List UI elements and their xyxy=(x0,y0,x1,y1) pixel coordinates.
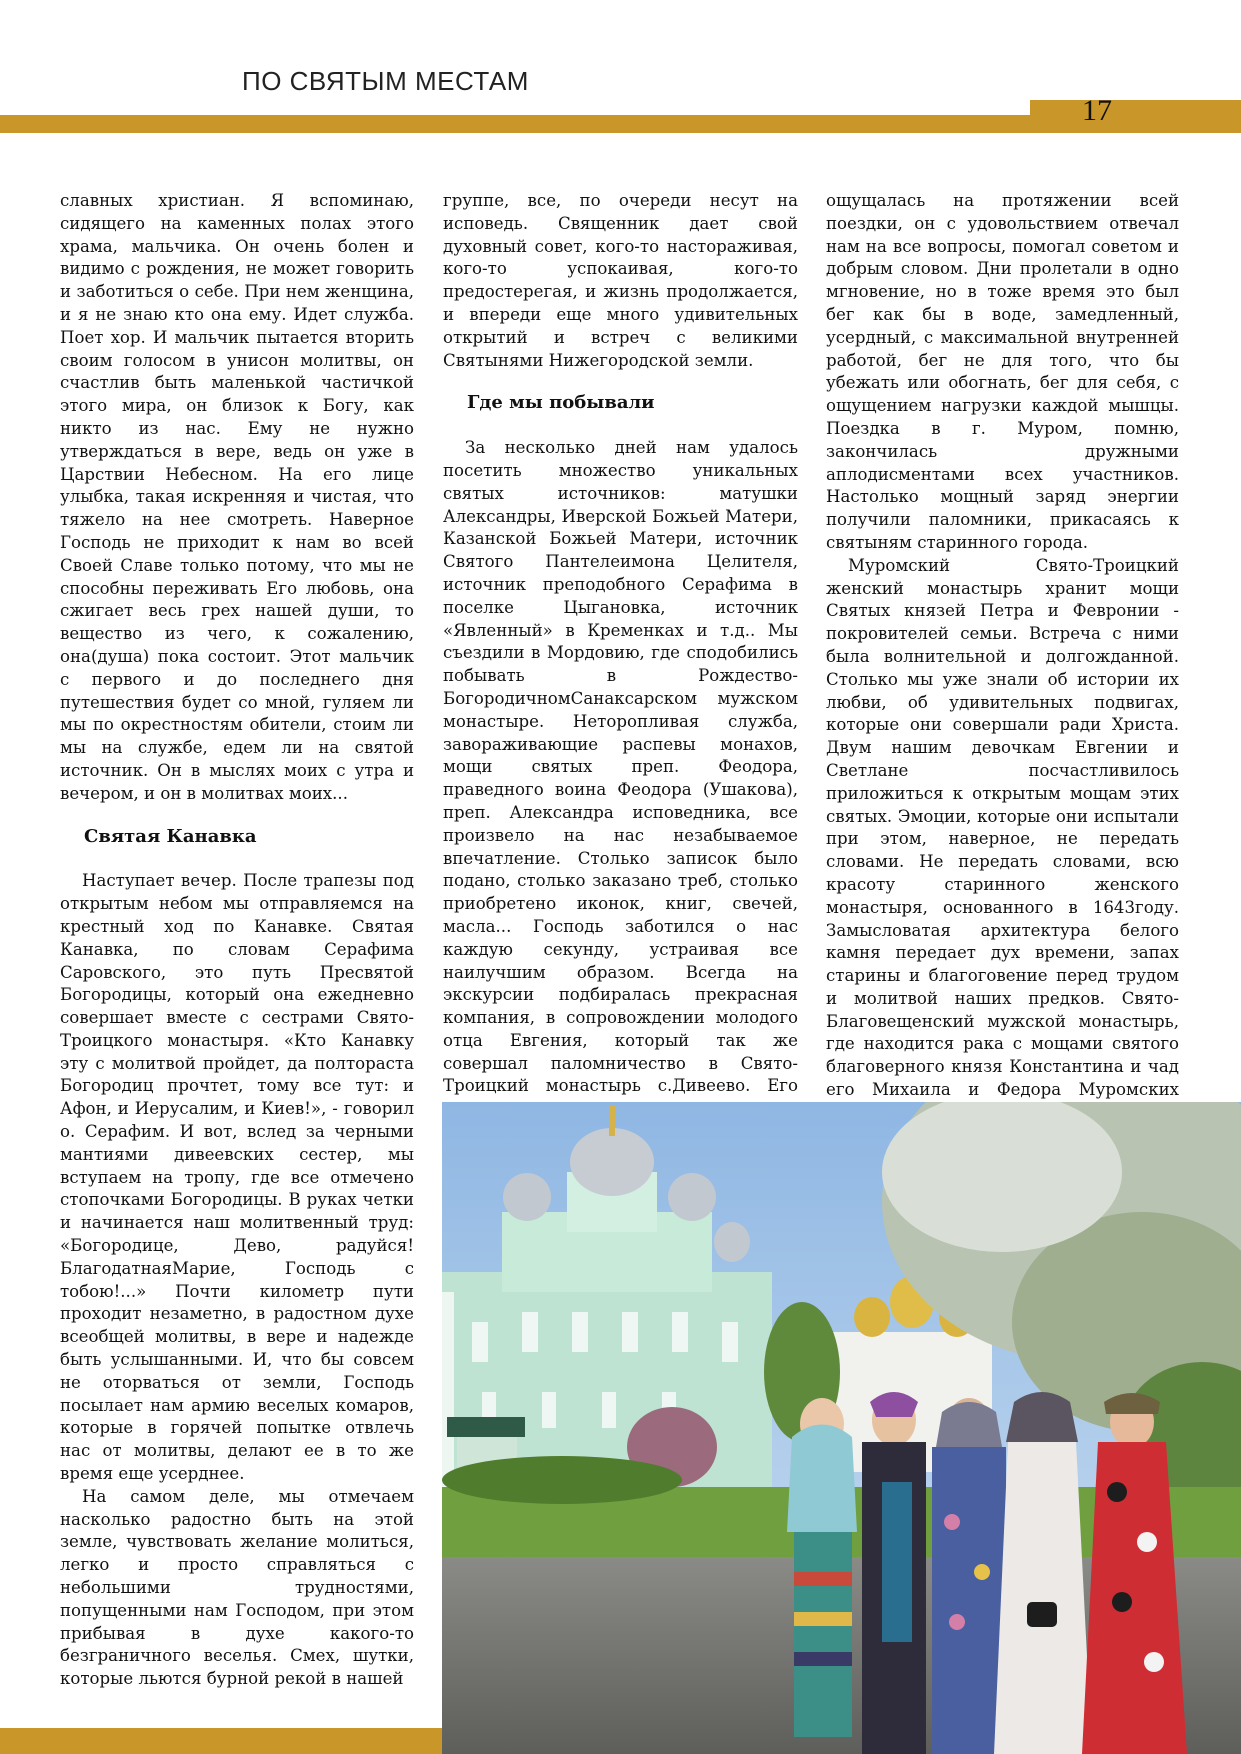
page-number: 17 xyxy=(1082,94,1112,127)
paragraph: ощущалась на протяжении всей поездки, он с удовольствием отвечал нам на все вопросы, помогал советом и добрым словом. Дни пролетали в одно мгновение, но в тоже время это был бег как бы в воде, замедленный, усердный, с максимальной внутренней работой, бег не для того, что бы убежать или обогнать, бег для себя, с ощущением нагрузки каждой мышцы. Поездка в г. Муром, помню, закончилась дружными аплодисментами всех участников. Настолько мощный заряд энергии получили паломники, прикасаясь к святыням старинного города. xyxy=(826,191,1179,552)
paragraph: За несколько дней нам удалось посетить множество уникальных святых источников: матушки Александры, Иверской Божьей Матери, Казанской Божьей Матери, источник Святого Пантелеимона Целителя, источник преподобного Серафима в поселке Цыгановка, источник «Явленный» в Кременках и т.д.. Мы съездили в Мордовию, где сподобились побывать в Рождество-БогородичномСанаксарском мужском монастыре. Неторопливая служба, завораживающие распевы монахов, мощи святых преп. Феодора, праведного воина Феодора (Ушакова), преп. Александра исповедника, все произвело на нас незабываемое впечатление. Столько записок было подано, столько заказано треб, столько приобретено иконок, книг, свечей, масла... Господь заботился о нас каждую секунду, устраивая все наилучшим образом. Всегда на экскурсии подбиралась прекрасная компания, в сопровождении молодого отца Евгения, который так же совершал паломничество в Свято-Троицкий монастырь с.Дивеево. Его xyxy=(443,438,798,1096)
subheading-svyataya-kanavka: Святая Канавка xyxy=(84,825,257,847)
header-rule xyxy=(0,115,1030,133)
paragraph: Муромский Свято-Троицкий женский монастырь хранит мощи Святых князей Петра и Февронии - покровителей семьи. Встреча с ними была волнительной и долгожданной. Столько мы уже знали об истории их любви, об удивительных подвигах, которые они совершали ради Христа. Двум нашим девочкам Евгении и Светлане посчастливилось приложиться к открытым мощам этих святых. Эмоции, которые они испытали при этом, наверное, не передать словами. Не передать словами, всю красоту старинного женского монастыря, основанного в 1643году. Замысловатая архитектура белого камня передает дух времени, запах старины и благоговение перед трудом и молитвой наших предков. Свято-Благовещенский мужской монастырь, где находится рака с мощами святого благоверного князя Константина и чад его Михаила и Федора Муромских xyxy=(826,555,1179,1100)
paragraph: славных христиан. Я вспоминаю, сидящего на каменных полах этого храма, мальчика. Он очень болен и видимо с рождения, не может говорить и заботиться о себе. При нем женщина, и я не знаю кто она ему. Идет служба. Поет хор. И мальчик пытается вторить своим голосом в унисон молитвы, он счастлив быть маленькой частичкой этого мира, он близок к Богу, как никто из нас. Ему не нужно утверждаться в вере, ведь он уже в Царствии Небесном. На его лице улыбка, такая искренняя и чистая, что тяжело на нее смотреть. Наверное Господь не приходит к нам во всей Своей Славе только потому, что мы не способны переживать Его любовь, она сжигает весь грех нашей души, то вещество из чего, к сожалению, она(душа) пока состоит. Этот мальчик с первого и до последнего дня путешествия будет со мной, гуляем ли мы по окрестностям обители, стоим ли мы на службе, едем ли на святой источник. Он в мыслях моих с утра и вечером, и он в молитвах моих... xyxy=(60,191,414,803)
subheading-gde-my-pobyvali: Где мы побывали xyxy=(467,392,655,414)
paragraph: группе, все, по очереди несут на исповедь. Священник дает свой духовный совет, кого-то настораживая, кого-то успокаивая, кого-то предостерегая, и жизнь продолжается, и впереди еще много удивительных открытий и встреч с великими Святынями Нижегородской земли. xyxy=(443,191,798,370)
footer-rule xyxy=(0,1728,442,1754)
monastery-group-photo xyxy=(442,1102,1241,1754)
paragraph: На самом деле, мы отмечаем насколько радостно быть на этой земле, чувствовать желание молиться, легко и просто справляться с небольшими трудностями, попущенными нам Господом, при этом прибывая в духе какого-то безграничного веселья. Смех, шутки, которые льются бурной рекой в нашей xyxy=(60,1486,414,1689)
section-title: ПО СВЯТЫМ МЕСТАМ xyxy=(242,66,529,96)
page-number-tab xyxy=(1030,100,1241,133)
text-column-3 xyxy=(826,190,1179,1125)
paragraph: Наступает вечер. После трапезы под открытым небом мы отправляемся на крестный ход по Канавке. Святая Канавка, по словам Серафима Саровского, это путь Пресвятой Богородицы, который она ежедневно совершает вместе с сестрами Свято-Троицкого монастыря. «Кто Канавку эту с молитвой пройдет, да полтораста Богородиц прочтет, тому все тут: и Афон, и Иерусалим, и Киев!», - говорил о. Серафим. И вот, вслед за черными мантиями дивеевских сестер, мы вступаем на тропу, где все отмечено стопочками Богородицы. В руках четки и начинается наш молитвенный труд: «Богородице, Дево, радуйся! БлагодатнаяМарие, Господь с тобою!...» Почти километр пути проходит незаметно, в радостном духе всеобщей молитвы, в вере и надежде быть услышанными. И, что бы совсем не оторваться от земли, Господь посылает нам армию веселых комаров, которые в горячей попытке отвлечь нас от молитвы, делают ее в то же время еще усерднее. xyxy=(60,871,414,1484)
text-column-2 xyxy=(443,190,798,1121)
text-column-1 xyxy=(60,190,414,1691)
